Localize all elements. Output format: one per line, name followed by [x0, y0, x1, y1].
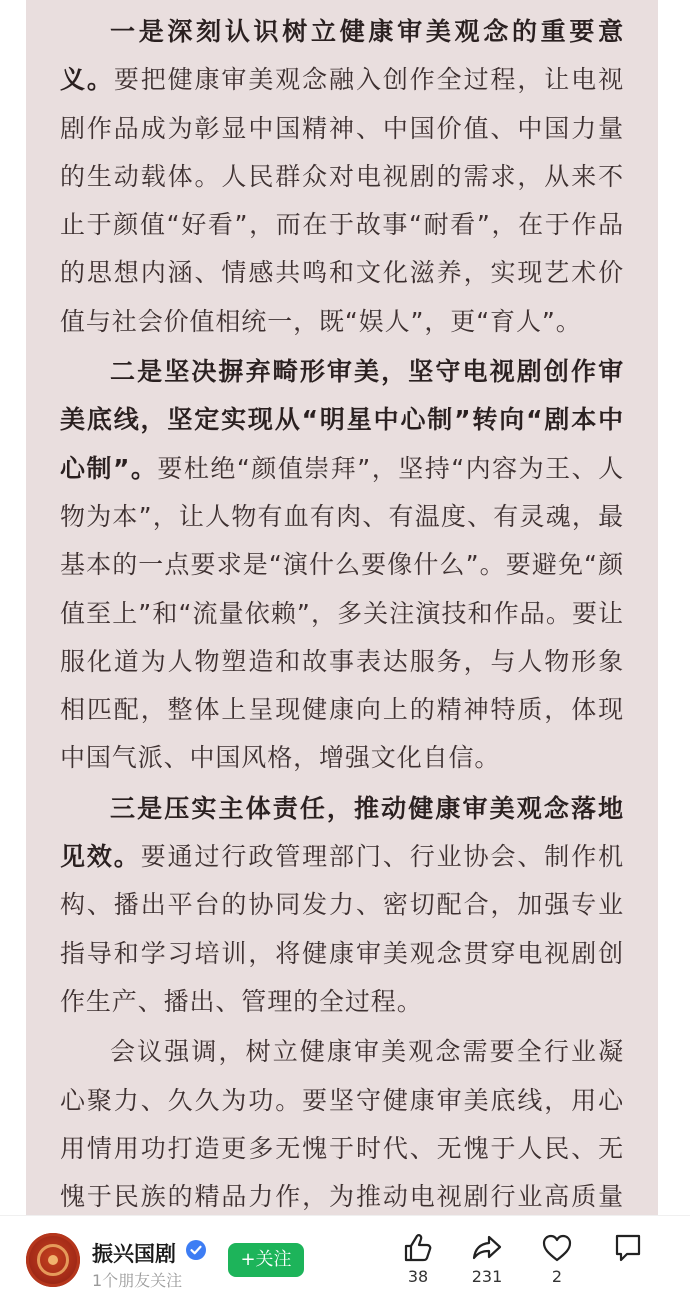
paragraph-2-lead: 二是坚决摒弃畸形审美，坚守电视剧创作审美底线，坚定实现从“明星中心制”转向“剧本中心制”。 — [60, 357, 624, 483]
paragraph-1-body: 要把健康审美观念融入创作全过程，让电视剧作品成为彰显中国精神、中国价值、中国力量的生动载体。人民群众对电视剧的需求，从来不止于颜值“好看”，而在于故事“耐看”，在于作品的思想内涵、情感共鸣和文化滋养，实现艺术价值与社会价值相统一，既“娱人”，更“育人”。 — [60, 65, 624, 336]
paragraph-4-body: 会议强调，树立健康审美观念需要全行业凝心聚力、久久为功。要坚守健康审美底线，用心用情用功打造更多无愧于时代、无愧于人民、无愧于民族的精品力作，为推动电视剧行业高质量 — [60, 1037, 624, 1212]
comment-button[interactable] — [604, 1231, 652, 1265]
share-count: 231 — [471, 1267, 503, 1286]
favorite-count: 2 — [551, 1267, 563, 1286]
like-button[interactable] — [394, 1231, 442, 1286]
bottom-action-bar — [0, 1215, 690, 1312]
share-arrow-icon — [463, 1231, 511, 1265]
paragraph-2 — [26, 348, 658, 783]
thumbs-up-icon — [394, 1231, 442, 1265]
share-button[interactable] — [463, 1231, 511, 1286]
paragraph-3-body: 要通过行政管理部门、行业协会、制作机构、播出平台的协同发力、密切配合，加强专业指导和学习培训，将健康审美观念贯穿电视剧创作生产、播出、管理的全过程。 — [60, 842, 624, 1016]
heart-icon — [533, 1231, 581, 1265]
article-image — [26, 0, 658, 1215]
author-avatar[interactable] — [26, 1233, 80, 1287]
author-name[interactable]: 振兴国剧 — [92, 1242, 176, 1266]
paragraph-3-lead: 三是压实主体责任，推动健康审美观念落地见效。 — [60, 793, 624, 872]
paragraph-4 — [26, 1028, 658, 1215]
favorite-button[interactable] — [533, 1231, 581, 1286]
friends-following-count: 1个朋友关注 — [92, 1271, 183, 1290]
paragraph-1-lead: 一是深刻认识树立健康审美观念的重要意义。 — [60, 17, 624, 95]
like-count: 38 — [407, 1267, 429, 1286]
paragraph-2-body: 要杜绝“颜值崇拜”，坚持“内容为王、人物为本”，让人物有血有肉、有温度、有灵魂，最基本的一点要求是“演什么要像什么”。要避免“颜值至上”和“流量依赖”，多关注演技和作品。要让服化道为人物塑造和故事表达服务，与人物形象相匹配，整体上呈现健康向上的精神特质，体现中国气派、中国风格，增强文化自信。 — [60, 453, 624, 773]
verified-badge-icon — [186, 1240, 206, 1260]
paragraph-1 — [26, 0, 658, 346]
paragraph-3 — [26, 785, 658, 1026]
follow-button[interactable]: +关注 — [228, 1243, 304, 1277]
comment-icon — [604, 1231, 652, 1265]
